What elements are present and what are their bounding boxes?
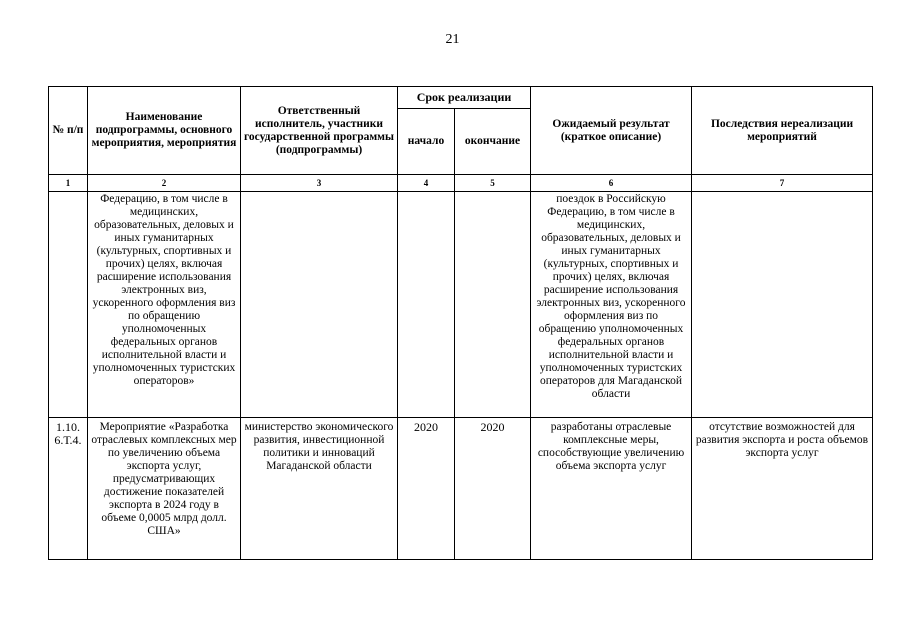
- header-consequences: Последствия нереализации мероприятий: [692, 87, 873, 175]
- row-num: [49, 192, 88, 418]
- row-expected: разработаны отраслевые комплексные меры, способствующие увеличению объема экспорта услуг: [531, 418, 692, 560]
- row-start: [398, 192, 455, 418]
- column-number: 3: [241, 175, 398, 192]
- column-number: 2: [88, 175, 241, 192]
- column-number: 7: [692, 175, 873, 192]
- row-start: 2020: [398, 418, 455, 560]
- column-number: 1: [49, 175, 88, 192]
- row-consequences: отсутствие возможностей для развития экспорта и роста объемов экспорта услуг: [692, 418, 873, 560]
- row-num: 1.10.6.Т.4.: [49, 418, 88, 560]
- row-consequences: [692, 192, 873, 418]
- row-responsible: министерство экономического развития, инвестиционной политики и инноваций Магаданской области: [241, 418, 398, 560]
- header-name: Наименование подпрограммы, основного мероприятия, мероприятия: [88, 87, 241, 175]
- page-number: 21: [445, 32, 460, 47]
- column-number: 6: [531, 175, 692, 192]
- row-name: Федерацию, в том числе в медицинских, образовательных, деловых и иных гуманитарных (культурных, спортивных и прочих) целях, включая расширение использования электронных виз, ускоренного оформления виз по обращению уполномоченных федеральных органов исполнительной власти и уполномоченных туристских операторов»: [88, 192, 241, 418]
- header-expected: Ожидаемый результат (краткое описание): [531, 87, 692, 175]
- column-number: 5: [455, 175, 531, 192]
- header-responsible: Ответственный исполнитель, участники государственной программы (подпрограммы): [241, 87, 398, 175]
- row-name: Мероприятие «Разработка отраслевых комплексных мер по увеличению объема экспорта услуг, предусматривающих достижение показателей экспорта в 2024 году в объеме 0,0005 млрд долл. США»: [88, 418, 241, 560]
- header-period: Срок реализации: [398, 87, 531, 109]
- table-row: [49, 418, 873, 560]
- row-expected: поездок в Российскую Федерацию, в том числе в медицинских, образовательных, деловых и иных гуманитарных (культурных, спортивных и прочих) целях, включая расширение использования электронных виз, ускоренного оформления виз по обращению уполномоченных федеральных органов исполнительной власти и уполномоченных туристских операторов для Магаданской области: [531, 192, 692, 418]
- header-start: начало: [398, 109, 455, 175]
- program-activities-table: [48, 86, 873, 560]
- table-row: [49, 192, 873, 418]
- column-number: 4: [398, 175, 455, 192]
- row-end: [455, 192, 531, 418]
- header-num: № п/п: [49, 87, 88, 175]
- header-end: окончание: [455, 109, 531, 175]
- row-responsible: [241, 192, 398, 418]
- row-end: 2020: [455, 418, 531, 560]
- header-row: [49, 87, 873, 109]
- column-number-row: [49, 175, 873, 192]
